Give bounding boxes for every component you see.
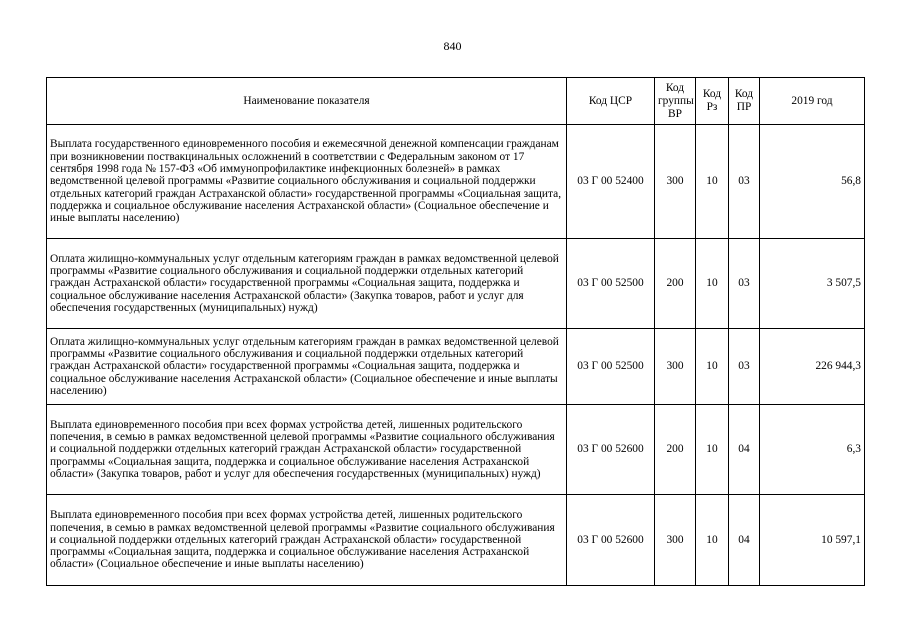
- cell-rz: 10: [696, 495, 729, 586]
- cell-year: 3 507,5: [760, 239, 865, 329]
- cell-csr: 03 Г 00 52500: [567, 239, 655, 329]
- cell-rz: 10: [696, 405, 729, 495]
- table-body: [47, 125, 865, 586]
- table-row: [47, 495, 865, 586]
- cell-rz: 10: [696, 125, 729, 239]
- cell-year: 10 597,1: [760, 495, 865, 586]
- header-pr: Код ПР: [729, 78, 760, 125]
- cell-csr: 03 Г 00 52600: [567, 495, 655, 586]
- cell-vr: 300: [655, 125, 696, 239]
- cell-rz: 10: [696, 239, 729, 329]
- cell-pr: 03: [729, 125, 760, 239]
- cell-csr: 03 Г 00 52600: [567, 405, 655, 495]
- table-row: [47, 329, 865, 405]
- table-row: [47, 239, 865, 329]
- page-number: 840: [443, 39, 462, 53]
- cell-pr: 04: [729, 495, 760, 586]
- header-csr: Код ЦСР: [567, 78, 655, 125]
- cell-pr: 03: [729, 239, 760, 329]
- table-header: [47, 78, 865, 125]
- header-vr: Код группы ВР: [655, 78, 696, 125]
- header-year: 2019 год: [760, 78, 865, 125]
- cell-year: 56,8: [760, 125, 865, 239]
- cell-pr: 04: [729, 405, 760, 495]
- cell-year: 226 944,3: [760, 329, 865, 405]
- cell-csr: 03 Г 00 52400: [567, 125, 655, 239]
- cell-vr: 300: [655, 495, 696, 586]
- cell-vr: 200: [655, 405, 696, 495]
- cell-name: Выплата государственного единовременного пособия и ежемесячной денежной компенсации гражданам при возникновении поствакцинальных осложнений в соответствии с Федеральным законом от 17 сентября 1998 года № 157-ФЗ «Об иммунопрофилактике инфекционных болезней» в рамках ведомственной целевой программы «Развитие социального обслуживания и социальной поддержки отдельных категорий граждан Астраханской области» государственной программы «Социальная защита, поддержка и социальное обслуживание населения Астраханской области» (Социальное обеспечение и иные выплаты населению): [47, 125, 567, 239]
- cell-name: Выплата единовременного пособия при всех формах устройства детей, лишенных родительского попечения, в семью в рамках ведомственной целевой программы «Развитие социального обслуживания и социальной поддержки отдельных категорий граждан Астраханской области» государственной программы «Социальная защита, поддержка и социальное обслуживание населения Астраханской области» (Закупка товаров, работ и услуг для обеспечения государственных (муниципальных) нужд): [47, 405, 567, 495]
- cell-name: Выплата единовременного пособия при всех формах устройства детей, лишенных родительского попечения, в семью в рамках ведомственной целевой программы «Развитие социального обслуживания и социальной поддержки отдельных категорий граждан Астраханской области» государственной программы «Социальная защита, поддержка и социальное обслуживание населения Астраханской области» (Социальное обеспечение и иные выплаты населению): [47, 495, 567, 586]
- table-row: [47, 405, 865, 495]
- cell-vr: 200: [655, 239, 696, 329]
- cell-year: 6,3: [760, 405, 865, 495]
- header-name: Наименование показателя: [47, 78, 567, 125]
- cell-rz: 10: [696, 329, 729, 405]
- cell-pr: 03: [729, 329, 760, 405]
- table-row: [47, 125, 865, 239]
- cell-vr: 300: [655, 329, 696, 405]
- cell-name: Оплата жилищно-коммунальных услуг отдельным категориям граждан в рамках ведомственной целевой программы «Развитие социального обслуживания и социальной поддержки отдельных категорий граждан Астраханской области» государственной программы «Социальная защита, поддержка и социальное обслуживание населения Астраханской области» (Закупка товаров, работ и услуг для обеспечения государственных (муниципальных) нужд): [47, 239, 567, 329]
- cell-name: Оплата жилищно-коммунальных услуг отдельным категориям граждан в рамках ведомственной целевой программы «Развитие социального обслуживания и социальной поддержки отдельных категорий граждан Астраханской области» государственной программы «Социальная защита, поддержка и социальное обслуживание населения Астраханской области» (Социальное обеспечение и иные выплаты населению): [47, 329, 567, 405]
- header-rz: Код Рз: [696, 78, 729, 125]
- cell-csr: 03 Г 00 52500: [567, 329, 655, 405]
- budget-table: [46, 77, 865, 586]
